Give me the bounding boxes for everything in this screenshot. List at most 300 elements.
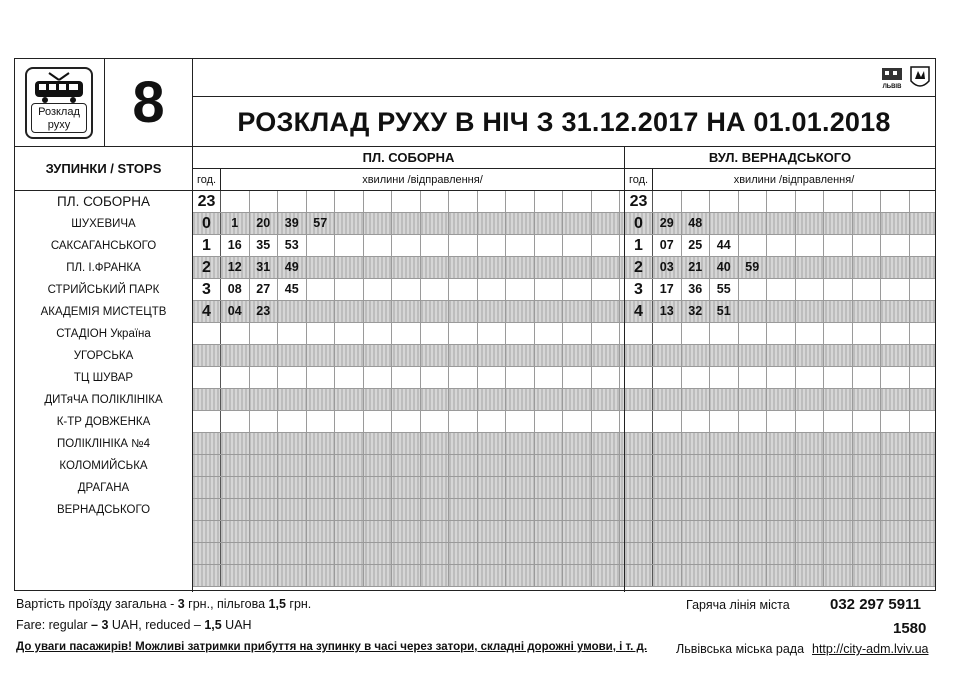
minute-cell	[278, 345, 307, 366]
minute-cell	[535, 499, 564, 520]
minute-cell	[221, 543, 250, 564]
minute-cell	[392, 301, 421, 322]
hour-cell	[625, 345, 653, 366]
minute-cell: 04	[221, 301, 250, 322]
fare-en	[16, 618, 252, 632]
minute-cell: 25	[682, 235, 711, 256]
minute-cell	[307, 411, 336, 432]
minute-cell	[449, 543, 478, 564]
table-row	[625, 477, 935, 499]
minute-cell	[364, 543, 393, 564]
minute-cell	[421, 367, 450, 388]
minute-cell	[364, 521, 393, 542]
minute-cell	[506, 367, 535, 388]
minute-cell	[682, 543, 711, 564]
minute-cell	[739, 433, 768, 454]
emblem-strip	[193, 59, 935, 97]
table-row	[193, 521, 624, 543]
minute-cell	[506, 323, 535, 344]
minute-cell	[739, 279, 768, 300]
minute-cell	[506, 257, 535, 278]
hour-cell	[193, 389, 221, 410]
minute-cell	[767, 565, 796, 586]
minute-cell	[478, 345, 507, 366]
hour-label: год.	[625, 169, 653, 190]
minute-cell	[449, 213, 478, 234]
minute-cell	[364, 411, 393, 432]
minute-cell	[335, 235, 364, 256]
minute-cell	[421, 543, 450, 564]
minute-cell	[506, 477, 535, 498]
minute-cell	[364, 191, 393, 212]
minute-cell	[824, 543, 853, 564]
minute-cell	[682, 433, 711, 454]
minute-cell	[881, 301, 910, 322]
minute-cell: 45	[278, 279, 307, 300]
minute-cell	[653, 389, 682, 410]
table-row	[625, 191, 935, 213]
minute-cell	[364, 367, 393, 388]
minute-cell	[853, 433, 882, 454]
minute-cell	[478, 499, 507, 520]
hour-cell	[625, 323, 653, 344]
minute-cell	[449, 345, 478, 366]
minute-cell	[364, 565, 393, 586]
minute-cell	[364, 455, 393, 476]
minute-cell: 1	[221, 213, 250, 234]
minute-cell	[307, 455, 336, 476]
minute-cell	[335, 257, 364, 278]
minute-cell	[392, 411, 421, 432]
minute-cell	[563, 213, 592, 234]
minute-cell: 35	[250, 235, 279, 256]
hotline-short-number: 1580	[893, 620, 927, 637]
table-row	[625, 543, 935, 565]
minute-cell	[250, 323, 279, 344]
direction-title: ПЛ. СОБОРНА	[193, 147, 624, 169]
stop-name: САКСАГАНСЬКОГО	[50, 240, 157, 252]
city-website-link[interactable]: http://city-adm.lviv.ua	[812, 642, 929, 656]
hour-cell: 1	[193, 235, 221, 256]
minute-cell: 51	[710, 301, 739, 322]
table-row	[625, 433, 935, 455]
minute-cell	[881, 213, 910, 234]
hour-cell	[193, 323, 221, 344]
stop-name: К-ТР ДОВЖЕНКА	[56, 416, 151, 428]
logo-label-line-2: руху	[47, 119, 71, 131]
minute-cell	[563, 367, 592, 388]
minute-cell	[739, 213, 768, 234]
minute-cell	[478, 433, 507, 454]
minute-cell	[653, 455, 682, 476]
minute-cell	[506, 411, 535, 432]
minute-cell	[881, 345, 910, 366]
minute-cell	[221, 345, 250, 366]
minute-cell: 08	[221, 279, 250, 300]
minute-cell	[506, 345, 535, 366]
hour-cell: 3	[193, 279, 221, 300]
minute-cell	[767, 499, 796, 520]
minute-cell	[506, 389, 535, 410]
minute-cell	[767, 323, 796, 344]
minute-cell	[506, 521, 535, 542]
minute-cell	[653, 411, 682, 432]
city-council-emblem-icon	[909, 65, 931, 91]
hour-cell	[193, 543, 221, 564]
minute-cell	[739, 323, 768, 344]
stop-name: ДИТяЧА ПОЛІКЛІНІКА	[44, 394, 163, 406]
minute-cell	[824, 301, 853, 322]
minute-cell	[563, 521, 592, 542]
minute-cell	[335, 389, 364, 410]
minute-cell	[824, 411, 853, 432]
minute-cell	[392, 565, 421, 586]
minute-cell	[592, 323, 621, 344]
minute-cell	[881, 477, 910, 498]
minute-cell	[421, 455, 450, 476]
minute-cell: 13	[653, 301, 682, 322]
hour-cell	[193, 367, 221, 388]
minute-cell	[335, 543, 364, 564]
minute-cell	[250, 477, 279, 498]
minute-cell: 29	[653, 213, 682, 234]
hour-cell	[193, 565, 221, 586]
table-row	[625, 257, 935, 279]
minute-cell	[881, 411, 910, 432]
minute-cell	[682, 367, 711, 388]
minute-cell	[592, 499, 621, 520]
minute-cell	[278, 455, 307, 476]
minute-cell	[535, 191, 564, 212]
table-row	[193, 433, 624, 455]
minute-cell	[710, 477, 739, 498]
minute-cell	[278, 323, 307, 344]
minute-cell	[364, 433, 393, 454]
minute-cell	[421, 279, 450, 300]
minute-cell	[796, 323, 825, 344]
minute-cell	[506, 301, 535, 322]
minute-cell	[767, 411, 796, 432]
minute-cell	[853, 521, 882, 542]
minute-cell	[535, 323, 564, 344]
minute-cell	[478, 565, 507, 586]
minute-cell	[592, 367, 621, 388]
minute-cell	[335, 411, 364, 432]
stop-name: ТЦ ШУВАР	[73, 372, 134, 384]
direction-sobornaya	[193, 147, 625, 592]
minute-cell	[535, 235, 564, 256]
minute-cell	[506, 543, 535, 564]
minute-cell	[563, 499, 592, 520]
minute-cell	[739, 301, 768, 322]
minute-cell	[796, 455, 825, 476]
hour-cell	[625, 367, 653, 388]
minute-cell	[250, 345, 279, 366]
minute-cell	[853, 367, 882, 388]
minute-cell	[881, 455, 910, 476]
table-row	[625, 367, 935, 389]
minute-cell	[796, 213, 825, 234]
minute-cell: 23	[250, 301, 279, 322]
minute-cell	[535, 279, 564, 300]
minute-cell	[739, 367, 768, 388]
minute-cell	[364, 389, 393, 410]
minute-cell	[824, 257, 853, 278]
minute-cell	[739, 565, 768, 586]
minute-cell	[653, 433, 682, 454]
minute-cell	[853, 191, 882, 212]
minute-cell	[592, 191, 621, 212]
minute-cell	[307, 345, 336, 366]
minute-cell	[421, 521, 450, 542]
minute-cell	[421, 389, 450, 410]
minute-cell	[710, 499, 739, 520]
minute-cell	[221, 389, 250, 410]
minute-cell	[710, 455, 739, 476]
minute-cell	[535, 213, 564, 234]
minute-cell	[853, 565, 882, 586]
minute-cell	[796, 543, 825, 564]
minute-cell	[592, 389, 621, 410]
minute-cell	[250, 367, 279, 388]
minute-cell	[767, 301, 796, 322]
fare-ua-text: грн., пільгова	[184, 597, 269, 611]
minute-cell	[307, 323, 336, 344]
minute-cell	[796, 301, 825, 322]
hour-cell	[193, 477, 221, 498]
minute-cell	[592, 301, 621, 322]
minute-cell	[796, 235, 825, 256]
minute-cell	[506, 565, 535, 586]
minute-cell	[653, 345, 682, 366]
minute-cell	[824, 323, 853, 344]
minute-cell	[392, 477, 421, 498]
minute-cell	[853, 235, 882, 256]
hour-cell	[193, 521, 221, 542]
minute-cell	[364, 257, 393, 278]
minute-cell	[767, 191, 796, 212]
table-row	[625, 389, 935, 411]
minute-cell	[796, 279, 825, 300]
minute-cell	[824, 389, 853, 410]
minute-cell	[767, 345, 796, 366]
minute-cell	[392, 543, 421, 564]
minute-cell	[449, 433, 478, 454]
minute-cell	[535, 257, 564, 278]
table-row	[193, 499, 624, 521]
minute-cell	[307, 235, 336, 256]
hour-cell	[193, 345, 221, 366]
minute-cell	[535, 477, 564, 498]
stop-name: ВЕРНАДСЬКОГО	[56, 504, 151, 516]
minute-cell	[592, 279, 621, 300]
minute-cell: 36	[682, 279, 711, 300]
minute-cell	[739, 191, 768, 212]
minute-cell	[739, 235, 768, 256]
minute-cell	[421, 235, 450, 256]
minute-cell	[682, 323, 711, 344]
table-row	[193, 257, 624, 279]
minute-cell: 48	[682, 213, 711, 234]
minutes-label: хвилини /відправлення/	[733, 174, 855, 186]
table-row	[625, 521, 935, 543]
minute-cell	[824, 455, 853, 476]
minute-cell	[250, 389, 279, 410]
minute-cell	[307, 279, 336, 300]
minute-cell	[421, 191, 450, 212]
timetable-grid	[625, 191, 935, 587]
minute-cell	[535, 389, 564, 410]
minute-cell: 03	[653, 257, 682, 278]
minute-cell	[392, 389, 421, 410]
table-row	[193, 301, 624, 323]
table-row	[193, 477, 624, 499]
minute-cell	[853, 257, 882, 278]
minute-cell	[563, 433, 592, 454]
stop-name: АКАДЕМІЯ МИСТЕЦТВ	[40, 306, 167, 318]
minute-cell	[739, 499, 768, 520]
minute-cell	[506, 235, 535, 256]
table-row	[193, 389, 624, 411]
hour-cell: 0	[625, 213, 653, 234]
minute-cell	[307, 191, 336, 212]
table-row	[193, 367, 624, 389]
minute-cell	[853, 543, 882, 564]
minute-cell	[767, 521, 796, 542]
minute-cell	[221, 477, 250, 498]
stops-column	[15, 147, 193, 592]
minute-cell	[653, 521, 682, 542]
minute-cell	[335, 499, 364, 520]
stop-name: СТРИЙСЬКИЙ ПАРК	[47, 284, 160, 296]
minute-cell	[824, 433, 853, 454]
minute-cell	[592, 565, 621, 586]
minute-cell	[307, 543, 336, 564]
minute-cell	[853, 499, 882, 520]
minute-cell	[682, 345, 711, 366]
minute-cell	[682, 499, 711, 520]
minute-cell	[682, 455, 711, 476]
table-row	[193, 411, 624, 433]
minute-cell	[563, 235, 592, 256]
table-row	[625, 565, 935, 587]
stop-name: КОЛОМИЙСЬКА	[59, 460, 148, 472]
table-row	[193, 455, 624, 477]
minute-cell	[335, 191, 364, 212]
minute-cell	[535, 543, 564, 564]
minute-cell	[392, 455, 421, 476]
minute-cell	[421, 213, 450, 234]
minute-cell	[392, 345, 421, 366]
minute-cell	[653, 499, 682, 520]
minute-cell	[221, 411, 250, 432]
route-number: 8	[105, 59, 193, 147]
minute-cell	[364, 235, 393, 256]
direction-subheader	[193, 169, 624, 191]
minute-cell	[421, 499, 450, 520]
hour-cell	[625, 455, 653, 476]
minute-cell	[710, 411, 739, 432]
minute-cell	[278, 543, 307, 564]
hour-cell	[625, 411, 653, 432]
minute-cell	[478, 323, 507, 344]
minute-cell	[739, 543, 768, 564]
minute-cell	[221, 323, 250, 344]
minute-cell	[449, 411, 478, 432]
minute-cell	[449, 455, 478, 476]
timetable-grid	[193, 191, 624, 587]
minute-cell	[796, 257, 825, 278]
schedule-sheet	[14, 58, 936, 591]
hour-cell: 2	[193, 257, 221, 278]
fare-ua	[16, 597, 311, 611]
minute-cell	[478, 367, 507, 388]
minute-cell	[449, 323, 478, 344]
direction-title: ВУЛ. ВЕРНАДСЬКОГО	[625, 147, 935, 169]
minute-cell	[881, 543, 910, 564]
minute-cell	[592, 345, 621, 366]
hotline-label: Гаряча лінія міста	[686, 598, 790, 612]
minute-cell	[881, 279, 910, 300]
hour-cell	[193, 499, 221, 520]
table-row	[625, 279, 935, 301]
minute-cell	[250, 433, 279, 454]
fare-en-text: UAH	[221, 618, 252, 632]
minute-cell	[307, 521, 336, 542]
minute-cell	[710, 521, 739, 542]
minute-cell	[449, 367, 478, 388]
hour-cell	[193, 411, 221, 432]
minute-cell	[478, 389, 507, 410]
minute-cell	[682, 389, 711, 410]
hour-cell	[625, 565, 653, 586]
minute-cell	[335, 521, 364, 542]
fare-ua-text: Вартість проїзду загальна -	[16, 597, 178, 611]
minute-cell: 55	[710, 279, 739, 300]
minute-cell	[682, 477, 711, 498]
minute-cell: 57	[307, 213, 336, 234]
minute-cell	[278, 565, 307, 586]
stops-header: ЗУПИНКИ / STOPS	[15, 147, 192, 191]
minute-cell	[881, 499, 910, 520]
minute-cell	[421, 323, 450, 344]
hour-label: год.	[193, 169, 221, 190]
fare-ua-regular: 3	[177, 597, 185, 611]
minute-cell	[278, 367, 307, 388]
minute-cell	[478, 191, 507, 212]
minute-cell	[563, 543, 592, 564]
minute-cell	[449, 301, 478, 322]
minute-cell	[563, 477, 592, 498]
minute-cell	[824, 521, 853, 542]
minute-cell	[278, 477, 307, 498]
minute-cell	[392, 499, 421, 520]
minute-cell	[364, 301, 393, 322]
minute-cell	[449, 257, 478, 278]
fare-ua-reduced: 1,5	[268, 597, 286, 611]
table-row	[625, 345, 935, 367]
minute-cell: 21	[682, 257, 711, 278]
table-row	[625, 213, 935, 235]
minute-cell	[796, 499, 825, 520]
minute-cell	[881, 257, 910, 278]
minute-cell	[710, 213, 739, 234]
hour-cell	[625, 477, 653, 498]
minute-cell	[307, 477, 336, 498]
minute-cell	[881, 323, 910, 344]
minute-cell	[221, 565, 250, 586]
minute-cell	[535, 301, 564, 322]
